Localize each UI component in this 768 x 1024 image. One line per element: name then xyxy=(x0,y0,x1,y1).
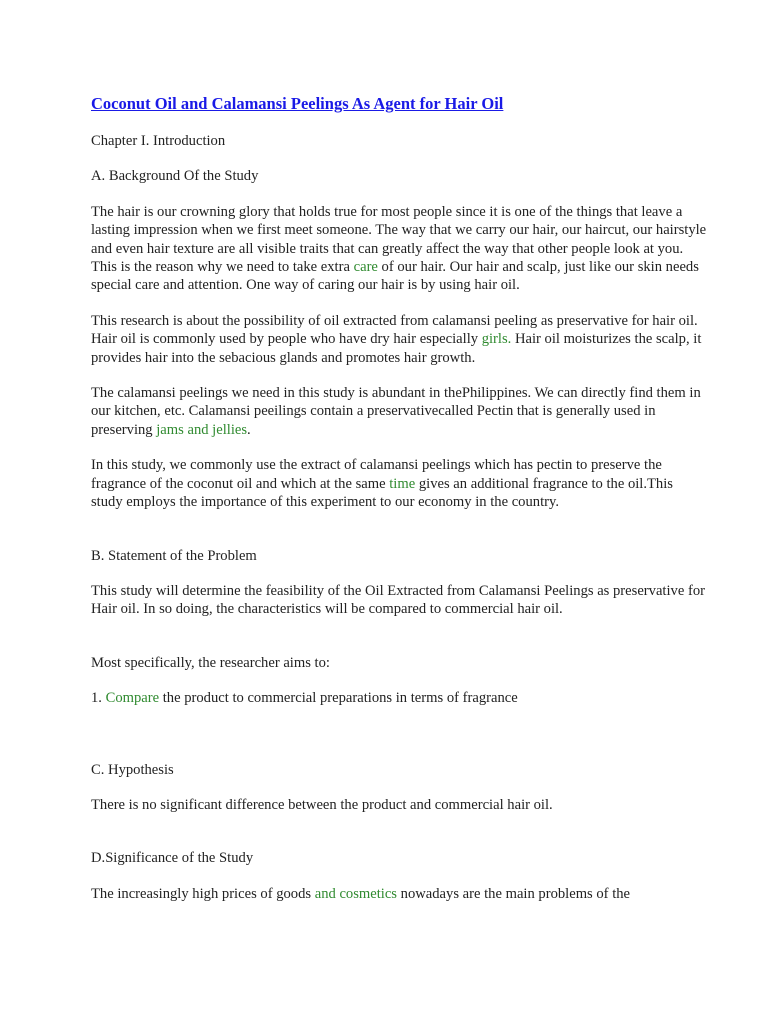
jams-and-jellies-link[interactable]: jams and jellies xyxy=(156,421,248,438)
aim-number: 1. xyxy=(91,690,106,707)
problem-statement-paragraph: This study will determine the feasibility of the Oil Extracted from Calamansi Peelings as preservative for Hair oil. In so doing, the characteristics will be compared to commercial hair oil. xyxy=(91,582,705,618)
background-paragraph-4 xyxy=(91,456,708,511)
hypothesis-paragraph: There is no significant difference between the product and commercial hair oil. xyxy=(91,796,553,813)
care-link[interactable]: care xyxy=(353,259,378,276)
paragraph-text: Hair oil moisturizes the scalp, it provides hair into the sebacious glands and promotes hair growth. xyxy=(91,331,702,366)
aims-intro: Most specifically, the researcher aims to: xyxy=(91,654,330,671)
girls-link[interactable]: girls. xyxy=(481,331,512,348)
and-cosmetics-link[interactable]: and cosmetics xyxy=(314,885,397,902)
section-a-heading: A. Background Of the Study xyxy=(91,168,259,185)
document-title-link[interactable]: Coconut Oil and Calamansi Peelings As Agent for Hair Oil xyxy=(91,94,504,113)
section-b-heading: B. Statement of the Problem xyxy=(91,547,257,564)
paragraph-text: nowadays are the main problems of the xyxy=(397,885,631,902)
paragraph-text: . xyxy=(247,421,251,438)
background-paragraph-3 xyxy=(91,384,708,439)
background-paragraph-1 xyxy=(91,203,708,295)
paragraph-text: the product to commercial preparations in terms of fragrance xyxy=(159,690,518,707)
compare-link[interactable]: Compare xyxy=(105,690,160,707)
background-paragraph-2 xyxy=(91,312,708,367)
time-link[interactable]: time xyxy=(389,475,416,492)
section-d-heading: D.Significance of the Study xyxy=(91,850,254,867)
paragraph-text: The calamansi peelings we need in this study is abundant in thePhilippines. We can directly find them in our kitchen, etc. Calamansi peeilings contain a preservativecalled Pectin that is generally used in preserving xyxy=(91,385,701,438)
paragraph-text: In this study, we commonly use the extract of calamansi peelings which has pectin to preserve the fragrance of the coconut oil and which at the same xyxy=(91,457,662,492)
paragraph-text: The increasingly high prices of goods xyxy=(91,885,315,902)
paragraph-text: This research is about the possibility of oil extracted from calamansi peeling as preservative for hair oil. Hair oil is commonly used by people who have dry hair especially xyxy=(91,312,698,348)
paragraph-text: gives an additional fragrance to the oil.This study employs the importance of this experiment to our economy in the country. xyxy=(91,475,673,511)
aim-item-1 xyxy=(91,689,708,707)
chapter-heading: Chapter I. Introduction xyxy=(91,133,226,149)
paragraph-text: of our hair. Our hair and scalp, just like our skin needs special care and attention. One way of caring our hair is by using hair oil. xyxy=(91,259,699,294)
paragraph-text: The hair is our crowning glory that holds true for most people since it is one of the things that leave a lasting impression when we first meet someone. The way that we carry our hair, our haircut, our hairstyle and even hair texture are all visible traits that can greatly affect the way that other people look at you. This is the reason why we need to take extra xyxy=(91,203,707,276)
section-c-heading: C. Hypothesis xyxy=(91,761,174,778)
significance-paragraph xyxy=(91,885,708,903)
